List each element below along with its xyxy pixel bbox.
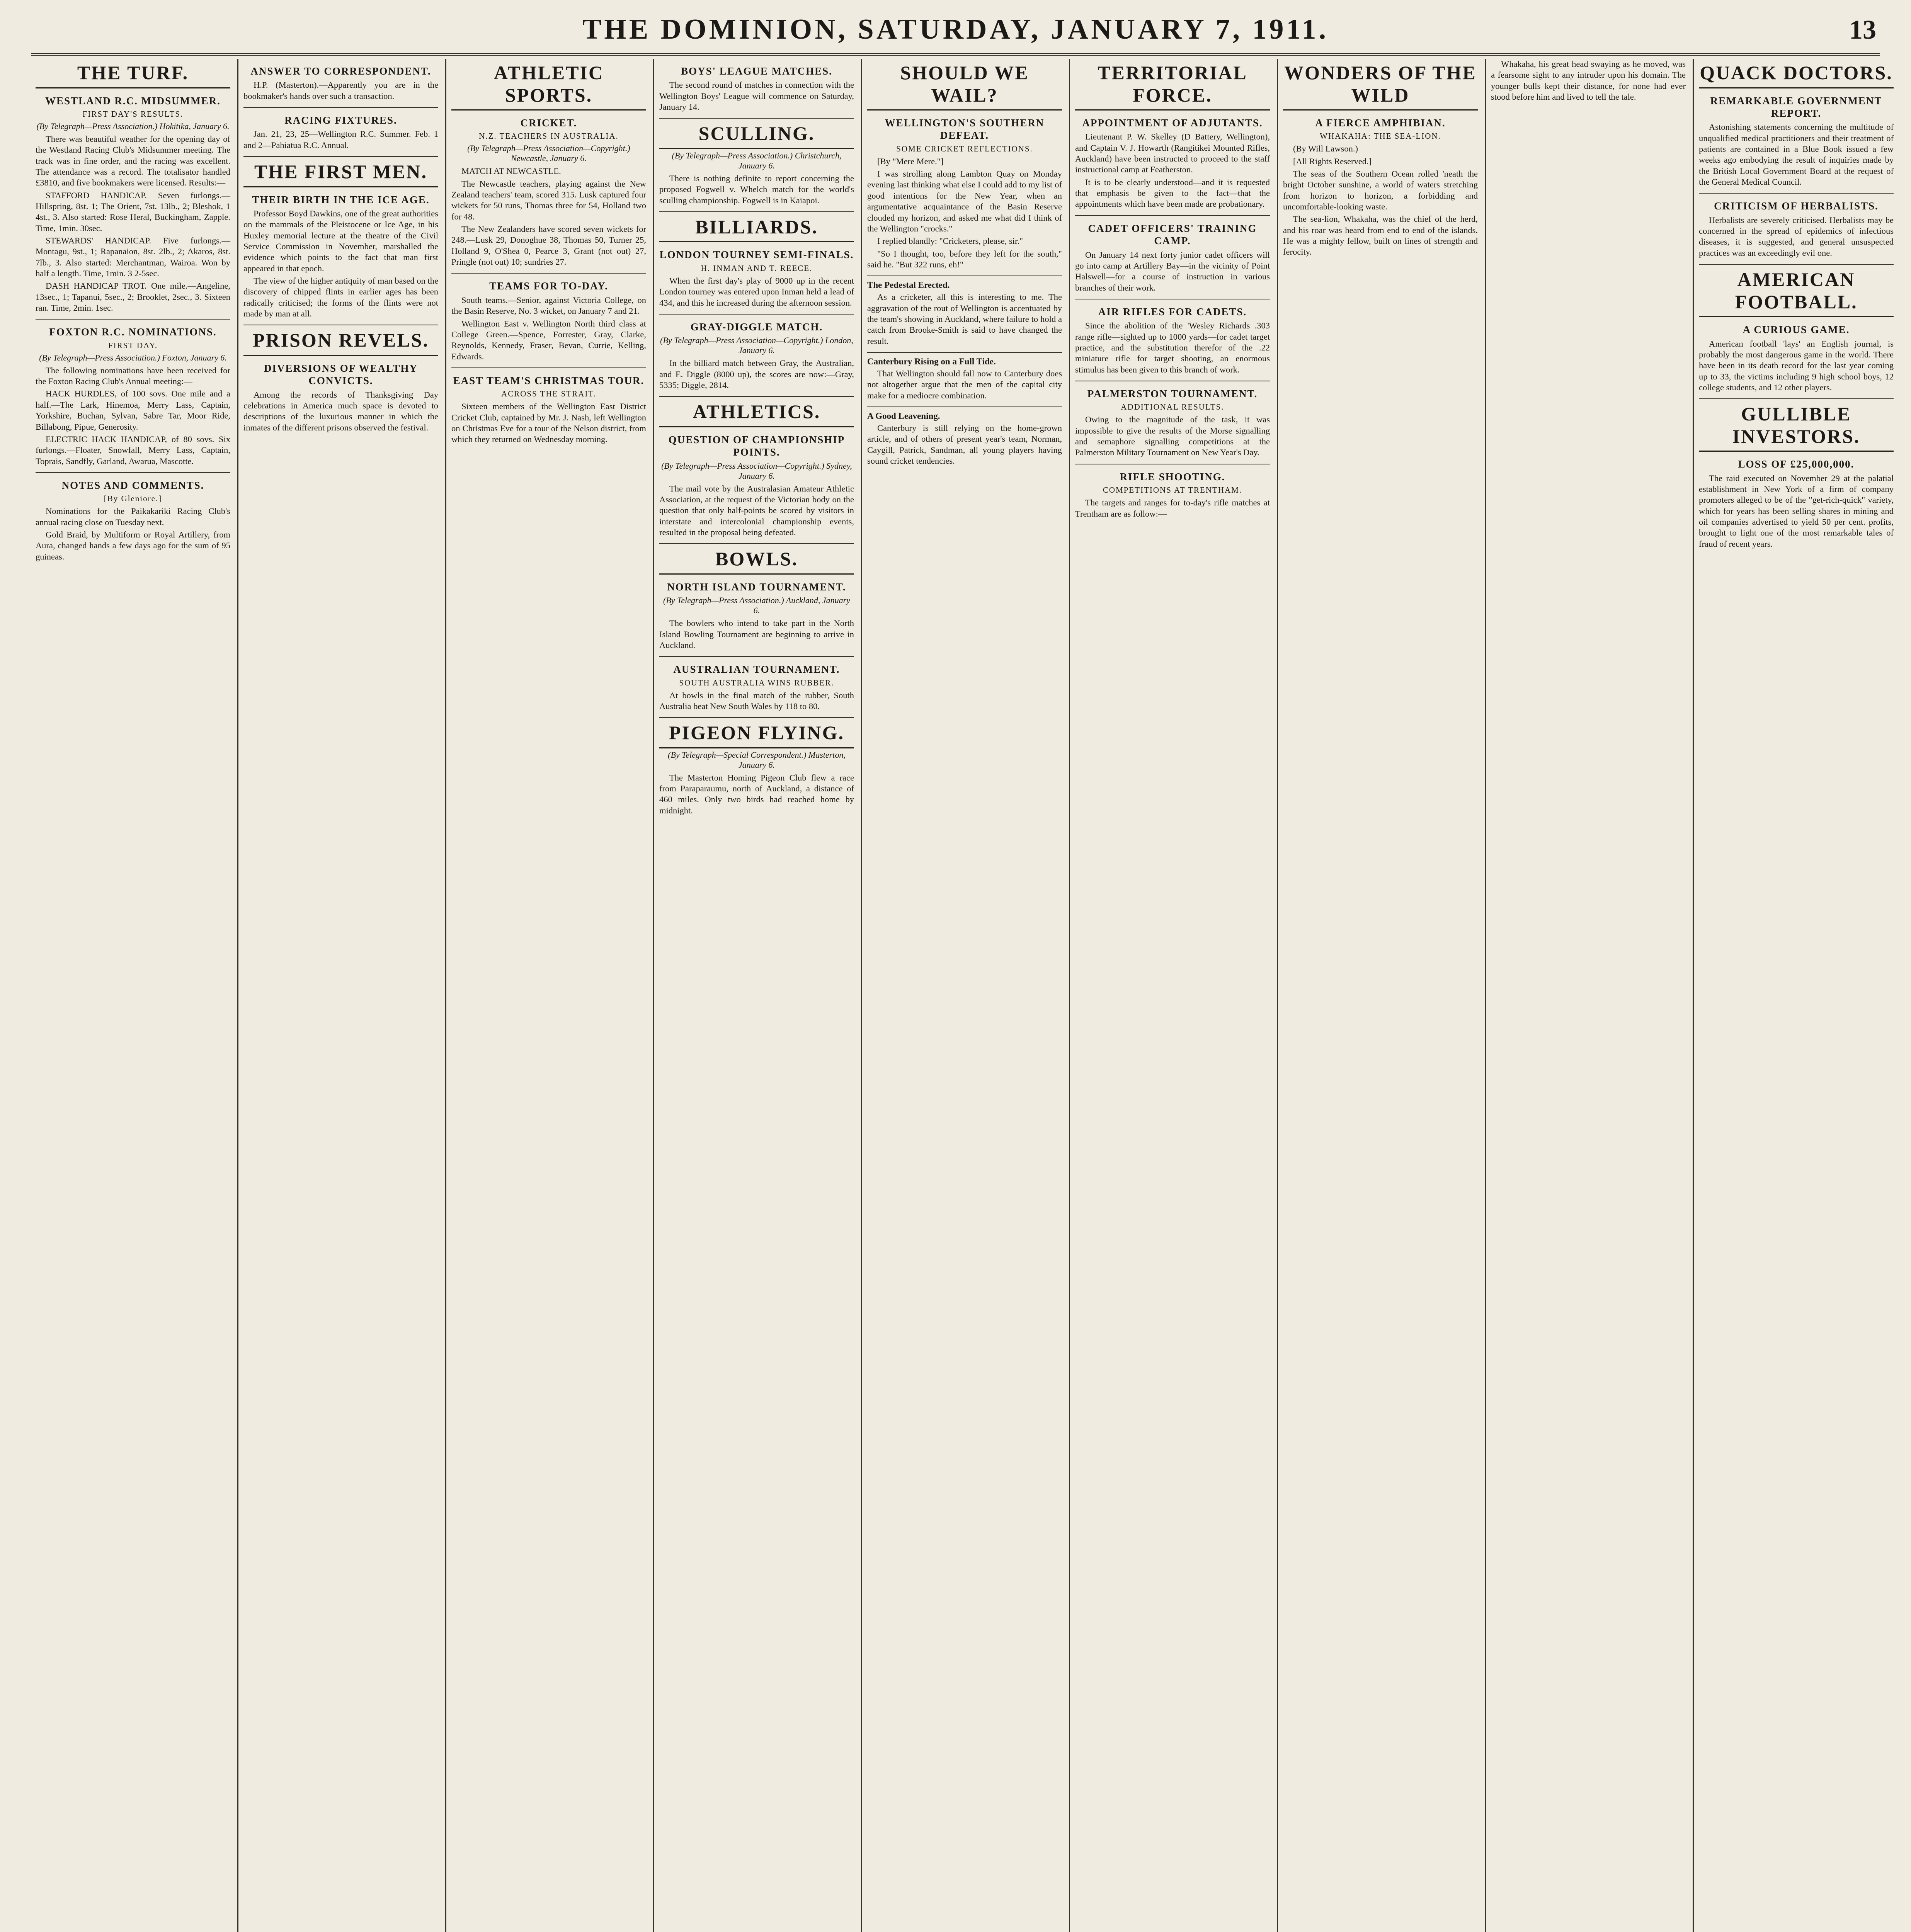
section-subheading: LOSS OF £25,000,000. <box>1738 458 1855 470</box>
section-subheading: GRAY-DIGGLE MATCH. <box>690 321 823 333</box>
article-paragraph: Herbalists are severely criticised. Herbalists may be concerned in the spread of epidemics of infectious diseases, it is suggested, and general unsuspected practices was an exceedingly evil one. <box>1699 215 1894 258</box>
article-paragraph: South teams.—Senior, against Victoria College, on the Basin Reserve, No. 3 wicket, on January 7 and 21. <box>451 295 646 316</box>
section-byline: [By Gleniore.] <box>104 494 162 503</box>
section-subheading: NORTH ISLAND TOURNAMENT. <box>667 581 846 593</box>
section-divider <box>1075 215 1270 216</box>
column-3 <box>447 59 651 1932</box>
section-subheading: CRITICISM OF HERBALISTS. <box>1714 200 1879 212</box>
section-dateline: (By Telegraph—Press Association.) Hokitika, January 6. <box>36 121 230 131</box>
article-paragraph: [By "Mere Mere."] <box>877 156 944 166</box>
section-divider <box>659 717 854 718</box>
article-paragraph: Among the records of Thanksgiving Day celebrations in America much space is devoted to descriptions of the luxurious manner in which the inmates of the different prisons observed the festival. <box>243 389 438 432</box>
article-paragraph: It is to be clearly understood—and it is requested that emphasis be given to the fact—that the appointments which have been made are probationary. <box>1075 177 1270 209</box>
section-divider <box>243 156 438 157</box>
section-byline: N.Z. TEACHERS IN AUSTRALIA. <box>479 131 619 141</box>
section-subheading: FOXTON R.C. NOMINATIONS. <box>49 326 217 338</box>
section-divider <box>36 472 230 473</box>
article-paragraph: "So I thought, too, before they left for the south," said he. "But 322 runs, eh!" <box>867 248 1062 269</box>
section-subheading: RIFLE SHOOTING. <box>1120 471 1225 483</box>
section-divider <box>1699 193 1894 194</box>
section-divider <box>867 406 1062 407</box>
article-paragraph: The following nominations have been received for the Foxton Racing Club's Annual meeting:— <box>36 365 230 386</box>
article-paragraph: Nominations for the Paikakariki Racing Club's annual racing close on Tuesday next. <box>36 506 230 527</box>
article-paragraph: Jan. 21, 23, 25—Wellington R.C. Summer. Feb. 1 and 2—Pahiatua R.C. Annual. <box>243 129 438 150</box>
column-2 <box>239 59 443 1932</box>
side-heading: The Pedestal Erected. <box>867 280 950 290</box>
column-rule <box>1069 59 1070 1932</box>
section-subheading: A FIERCE AMPHIBIAN. <box>1315 117 1446 129</box>
article-paragraph: That Wellington should fall now to Canterbury does not altogether argue that the men of the capital city make for a mediocre combination. <box>867 368 1062 400</box>
column-8 <box>1486 59 1690 1932</box>
article-paragraph: American football 'lays' an English journal, is probably the most dangerous game in the world. There have been in its death record for the last year coming up to 33, the victims including 9 high school boys, 12 college students, and 12 other players. <box>1699 338 1894 392</box>
article-paragraph: DASH HANDICAP TROT. One mile.—Angeline, 13sec., 1; Tapanui, 5sec., 2; Brooklet, 2sec., 3. Sixteen ran. Time, 2min. 1sec. <box>36 281 230 313</box>
column-rule <box>445 59 446 1932</box>
section-heading: TERRITORIAL FORCE. <box>1075 62 1270 111</box>
column-rule <box>653 59 654 1932</box>
article-paragraph: Professor Boyd Dawkins, one of the great authorities on the mammals of the Pleistocene or Ice Age, in his Huxley memorial lecture at the theatre of the Civil Service Commission in November, marshalled the evidence which points to the fact that man first appeared in that epoch. <box>243 209 438 273</box>
section-heading: GULLIBLE INVESTORS. <box>1699 403 1894 452</box>
article-paragraph: In the billiard match between Gray, the Australian, and E. Diggle (8000 up), the scores are now:—Gray, 5335; Diggle, 2814. <box>659 358 854 390</box>
section-heading: THE TURF. <box>36 62 230 88</box>
section-byline: H. INMAN AND T. REECE. <box>701 263 813 273</box>
article-paragraph: Owing to the magnitude of the task, it was impossible to give the results of the Morse signalling and semaphore signalling competitions at the Palmerston Military Tournament on New Year's Day. <box>1075 415 1270 457</box>
masthead <box>31 11 1880 56</box>
column-rule <box>861 59 862 1932</box>
section-subheading: LONDON TOURNEY SEMI-FINALS. <box>659 249 854 261</box>
section-subheading: TEAMS FOR TO-DAY. <box>489 280 608 292</box>
article-paragraph: The targets and ranges for to-day's rifle matches at Trentham are as follow:— <box>1075 498 1270 519</box>
section-subheading: A CURIOUS GAME. <box>1743 324 1850 336</box>
column-5 <box>863 59 1067 1932</box>
section-subheading: AIR RIFLES FOR CADETS. <box>1098 306 1247 318</box>
section-dateline: (By Telegraph—Press Association.) Foxton, January 6. <box>39 352 227 362</box>
section-divider <box>36 319 230 320</box>
section-divider <box>659 543 854 544</box>
side-heading: Canterbury Rising on a Full Tide. <box>867 356 996 366</box>
column-7 <box>1278 59 1482 1932</box>
section-divider <box>1699 264 1894 265</box>
section-divider <box>659 656 854 657</box>
section-dateline: (By Telegraph—Special Correspondent.) Masterton, January 6. <box>668 750 846 770</box>
section-byline: SOUTH AUSTRALIA WINS RUBBER. <box>679 678 834 687</box>
section-byline: ACROSS THE STRAIT. <box>501 389 596 399</box>
article-paragraph: MATCH AT NEWCASTLE. <box>461 166 561 176</box>
section-divider <box>1699 398 1894 399</box>
section-divider <box>451 273 646 274</box>
section-subheading: WESTLAND R.C. MIDSUMMER. <box>45 95 221 107</box>
column-4 <box>655 59 859 1932</box>
section-heading: ATHLETIC SPORTS. <box>451 62 646 111</box>
article-paragraph: Since the abolition of the 'Wesley Richards .303 range rifle—sighted up to 1000 yards—for cadet target practice, and the substitution therefor of the .22 miniature rifle for target shooting, an enormous stimulus has been given to this branch of work. <box>1075 321 1270 374</box>
article-paragraph: Whakaha, his great head swaying as he moved, was a fearsome sight to any intruder upon his domain. The younger bulls kept their distance, for none had ever stood before him and lived to tell the tale. <box>1491 59 1686 102</box>
section-subheading: WELLINGTON'S SOUTHERN DEFEAT. <box>885 117 1045 141</box>
article-paragraph: Astonishing statements concerning the multitude of unqualified medical practitioners and their treatment of patients are contained in a Blue Book issued a few weeks ago embodying the result of inquiries made by the British Local Government Board at the request of the General Medical Council. <box>1699 122 1894 187</box>
article-paragraph: Sixteen members of the Wellington East District Cricket Club, captained by Mr. J. Nash, left Wellington on Christmas Eve for a tour of the Nelson district, from which they returned on Wednesday morning. <box>451 401 646 444</box>
section-heading: AMERICAN FOOTBALL. <box>1699 269 1894 317</box>
article-paragraph: The sea-lion, Whakaha, was the chief of the herd, and his roar was heard from end to end of the islands. He was a mighty fellow, built on lines of strength and ferocity. <box>1283 214 1478 257</box>
section-byline: COMPETITIONS AT TRENTHAM. <box>1103 485 1242 495</box>
section-heading: BILLIARDS. <box>659 216 854 243</box>
column-rule <box>237 59 238 1932</box>
section-divider <box>867 352 1062 353</box>
section-subheading: REMARKABLE GOVERNMENT REPORT. <box>1710 95 1882 119</box>
article-paragraph: HACK HURDLES, of 100 sovs. One mile and a half.—The Lark, Hinemoa, Merry Lass, Captain, Yorkshire, Buchan, Sylvan, Sabre Tar, Moor Ride, Billabong, Pipue, Generosity. <box>36 389 230 432</box>
article-paragraph: STEWARDS' HANDICAP. Five furlongs.—Montagu, 9st., 1; Rapanaion, 8st. 2lb., 2; Akaros, 8st. 7lb., 3. Also started: Merchantman, Wairoa. Won by half a length. Time, 1min. 3 2-5sec. <box>36 235 230 279</box>
section-dateline: (By Telegraph—Press Association.) Auckland, January 6. <box>663 595 850 616</box>
article-paragraph: The Masterton Homing Pigeon Club flew a race from Paraparaumu, north of Auckland, a distance of 460 miles. Only two birds had reached home by midnight. <box>659 772 854 815</box>
article-paragraph: Gold Braid, by Multiform or Royal Artillery, from Aura, changed hands a few days ago for the sum of 95 guineas. <box>36 529 230 561</box>
section-heading: THE FIRST MEN. <box>243 161 438 187</box>
section-heading: WONDERS OF THE WILD <box>1283 62 1478 111</box>
section-subheading: THEIR BIRTH IN THE ICE AGE. <box>252 194 430 206</box>
section-byline: ADDITIONAL RESULTS. <box>1121 402 1224 412</box>
section-subheading: CRICKET. <box>520 117 577 129</box>
section-heading: BOWLS. <box>659 548 854 575</box>
section-dateline: (By Telegraph—Press Association—Copyright.) Newcastle, January 6. <box>467 143 630 163</box>
article-paragraph: The Newcastle teachers, playing against the New Zealand teachers' team, scored 315. Lusk captured four wickets for 50 runs, Thomas three for 54, Holland two for 48. <box>451 179 646 221</box>
article-paragraph: STAFFORD HANDICAP. Seven furlongs.—Hillspring, 8st. 1; The Orient, 7st. 13lb., 2; Bleshok, 1 4st., 3. Also started: Rose Heral, Buckingham, Zapple. Time, 1min. 30sec. <box>36 190 230 233</box>
section-divider <box>659 396 854 397</box>
article-paragraph: I replied blandly: "Cricketers, please, sir." <box>877 236 1023 246</box>
article-paragraph: There was beautiful weather for the opening day of the Westland Racing Club's Midsummer meeting. The track was in fine order, and the racing was excellent. The attendance was a record. The totalisator handled £3810, and five bookmakers were licensed. Results:— <box>36 134 230 188</box>
section-heading: PRISON REVELS. <box>243 329 438 356</box>
article-paragraph: [All Rights Reserved.] <box>1293 156 1372 166</box>
section-byline: FIRST DAY. <box>108 340 158 350</box>
section-subheading: CADET OFFICERS' TRAINING CAMP. <box>1088 222 1257 247</box>
column-1 <box>31 59 235 1932</box>
article-paragraph: I was strolling along Lambton Quay on Monday evening last thinking what else I could add to my list of good intentions for the New Year, when an argumentative acquaintance of the Basin Reserve clouded my horizon, and asked me what did I think of the Wellington "crocks." <box>867 169 1062 233</box>
section-divider <box>243 107 438 108</box>
section-heading: ATHLETICS. <box>659 401 854 427</box>
column-6 <box>1070 59 1275 1932</box>
article-paragraph: ELECTRIC HACK HANDICAP, of 80 sovs. Six furlongs.—Floater, Snowfall, Merry Lass, Captain, Toprais, Sandfly, Garland, Awarua, Mascotte. <box>36 434 230 466</box>
section-byline: SOME CRICKET REFLECTIONS. <box>896 144 1033 153</box>
section-divider <box>451 367 646 368</box>
section-heading: PIGEON FLYING. <box>659 722 854 748</box>
section-subheading: BOYS' LEAGUE MATCHES. <box>681 65 832 77</box>
article-paragraph: At bowls in the final match of the rubber, South Australia beat New South Wales by 118 to 80. <box>659 690 854 711</box>
article-paragraph: As a cricketer, all this is interesting to me. The aggravation of the rout of Wellington is accentuated by the team's showing in Auckland, where failure to hold a catch from Brooke-Smith is said to have changed the result. <box>867 292 1062 346</box>
article-paragraph: On January 14 next forty junior cadet officers will go into camp at Artillery Bay—in the vicinity of Point Halswell—for a course of instruction in various branches of their work. <box>1075 250 1270 293</box>
article-paragraph: The second round of matches in connection with the Wellington Boys' League will commence on Saturday, January 14. <box>659 80 854 112</box>
section-subheading: QUESTION OF CHAMPIONSHIP POINTS. <box>668 434 845 458</box>
article-paragraph: The raid executed on November 29 at the palatial establishment in New York of a firm of company promoters alleged to be of the "get-rich-quick" variety, which for years has been selling shares in mining and oil companies advertised to yield 50 per cent. profits, brought to light one of the most remarkable tales of fraud of recent years. <box>1699 473 1894 549</box>
article-paragraph: When the first day's play of 9000 up in the recent London tourney was entered upon Inman held a lead of 434, and this he increased during the afternoon session. <box>659 276 854 308</box>
section-heading: SCULLING. <box>659 122 854 149</box>
column-rule <box>1693 59 1694 1932</box>
section-divider <box>659 118 854 119</box>
section-subheading: RACING FIXTURES. <box>284 114 397 126</box>
section-byline: FIRST DAY'S RESULTS. <box>82 109 184 119</box>
section-subheading: NOTES AND COMMENTS. <box>61 479 204 491</box>
column-9 <box>1694 59 1898 1932</box>
article-paragraph: The bowlers who intend to take part in the North Island Bowling Tournament are beginning to arrive in Auckland. <box>659 618 854 650</box>
article-paragraph: There is nothing definite to report concerning the proposed Fogwell v. Whelch match for the world's sculling championship. Fogwell is in Kaiapoi. <box>659 173 854 205</box>
article-paragraph: The seas of the Southern Ocean rolled 'neath the bright October sunshine, a world of waters stretching from horizon to horizon, a forbidding and uncomfortable-looking waste. <box>1283 169 1478 212</box>
article-paragraph: The mail vote by the Australasian Amateur Athletic Association, at the request of the Victorian body on the question that only half-points be scored by visitors in interstate and intercolonial championship events, resulted in the proposal being defeated. <box>659 483 854 537</box>
article-paragraph: (By Will Lawson.) <box>1293 144 1358 154</box>
section-divider <box>659 314 854 315</box>
section-subheading: ANSWER TO CORRESPONDENT. <box>250 65 431 77</box>
article-paragraph: H.P. (Masterton).—Apparently you are in the bookmaker's hands over such a transaction. <box>243 80 438 101</box>
section-byline: WHAKAHA: THE SEA-LION. <box>1320 131 1441 141</box>
column-rule <box>1485 59 1486 1932</box>
section-subheading: APPOINTMENT OF ADJUTANTS. <box>1082 117 1263 129</box>
section-heading: QUACK DOCTORS. <box>1699 62 1894 88</box>
section-subheading: DIVERSIONS OF WEALTHY CONVICTS. <box>264 362 418 387</box>
section-heading: SHOULD WE WAIL? <box>867 62 1062 111</box>
page-number: 13 <box>1849 15 1876 45</box>
section-subheading: PALMERSTON TOURNAMENT. <box>1087 388 1258 400</box>
article-paragraph: Lieutenant P. W. Skelley (D Battery, Wellington), and Captain V. J. Howarth (Rangitikei Mounted Rifles, Auckland) have been instructed to proceed to the staff instructional camp at Featherston. <box>1075 132 1270 175</box>
article-paragraph: The New Zealanders have scored seven wickets for 248.—Lusk 29, Donoghue 38, Thomas 50, Turner 25, Holland 9, O'Shea 0, Pearce 3, Grant (not out) 27, Pringle (not out) 10; sundries 27. <box>451 224 646 267</box>
section-dateline: (By Telegraph—Press Association.) Christchurch, January 6. <box>672 150 842 170</box>
article-paragraph: The view of the higher antiquity of man based on the discovery of chipped flints in earlier ages has been radically criticised; the forms of the flints were not made by man at all. <box>243 276 438 319</box>
section-dateline: (By Telegraph—Press Association—Copyright.) Sydney, January 6. <box>661 461 852 481</box>
article-paragraph: Wellington East v. Wellington North third class at College Green.—Spence, Forrester, Gray, Clarke, Reynolds, Kennedy, Fraser, Bevan, Currie, Kelling, Edwards. <box>451 318 646 361</box>
column-rule <box>1277 59 1278 1932</box>
article-paragraph: Canterbury is still relying on the home-grown article, and of others of present year's team, Norman, Caygill, Patrick, Sandman, all young players having sound cricket tendencies. <box>867 423 1062 466</box>
side-heading: A Good Leavening. <box>867 411 940 421</box>
section-subheading: EAST TEAM'S CHRISTMAS TOUR. <box>453 374 645 386</box>
section-dateline: (By Telegraph—Press Association—Copyright.) London, January 6. <box>660 335 853 355</box>
masthead-title: THE DOMINION, SATURDAY, JANUARY 7, 1911. <box>582 14 1329 45</box>
section-divider <box>659 211 854 212</box>
section-subheading: AUSTRALIAN TOURNAMENT. <box>673 663 840 675</box>
